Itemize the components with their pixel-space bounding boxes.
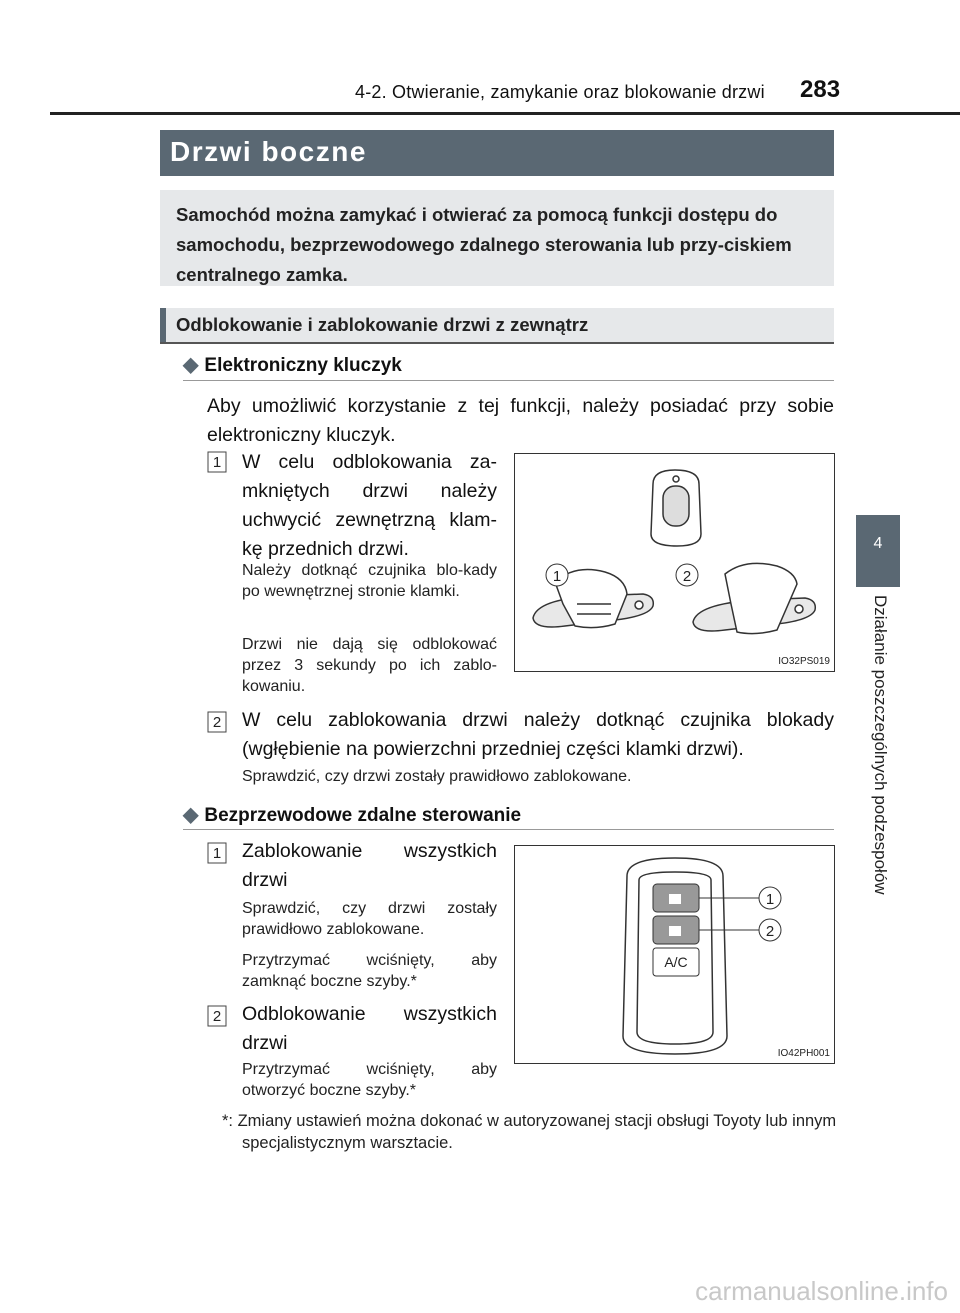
figure1-callout-1: 1: [552, 568, 562, 585]
intro-box: [160, 190, 834, 286]
subsection-title: Odblokowanie i zablokowanie drzwi z zewnątrz: [176, 314, 589, 335]
figure1-callout-2: 2: [682, 568, 692, 585]
door-handle-illustration: [515, 454, 834, 671]
remote-key-illustration: [515, 846, 834, 1063]
section-title-bar: [160, 130, 834, 176]
heading-rule: [183, 829, 834, 830]
number-two-icon: [207, 711, 227, 733]
remote-item1-note1: Sprawdzić, czy drzwi zostały prawidłowo zablokowane.: [242, 900, 497, 938]
heading-rule: [183, 380, 834, 381]
item-number-badge: [207, 711, 227, 738]
number-one-icon: [207, 451, 227, 473]
item-number-badge: [207, 1005, 227, 1032]
intro-text: Samochód można zamykać i otwierać za pomocą funkcji dostępu do samochodu, bezprzewodowego zdalnego sterowania lub przy-ciskiem centralnego zamka.: [176, 204, 792, 285]
number-two-icon: [207, 1005, 227, 1027]
key-heading: [183, 352, 402, 377]
remote-key-figure: [514, 845, 835, 1064]
running-header-section: 4-2. Otwieranie, zamykanie oraz blokowanie drzwi: [355, 82, 765, 102]
key-item2-text: W celu zablokowania drzwi należy dotknąć czujnika blokady (wgłębienie na powierzchni przedniej części klamki drzwi).: [242, 709, 834, 760]
subsection-bar: [160, 308, 834, 344]
key-heading-text: Elektroniczny kluczyk: [204, 355, 402, 376]
item-number-badge: [207, 842, 227, 869]
remote-item2-note: Przytrzymać wciśnięty, aby otworzyć boczne szyby.*: [242, 1061, 497, 1099]
remote-heading-text: Bezprzewodowe zdalne sterowanie: [204, 805, 522, 826]
figure1-code: IO32PS019: [778, 656, 830, 667]
remote-heading: [183, 802, 521, 827]
watermark: carmanualsonline.info: [695, 1276, 948, 1306]
figure2-callout-1: 1: [765, 891, 775, 908]
number-one-label: 1: [212, 845, 222, 862]
key-item1-note2: Drzwi nie dają się odblokować przez 3 sekundy po ich zablo-kowaniu.: [242, 636, 497, 695]
diamond-bullet-icon: ◆: [183, 804, 199, 826]
key-intro-text: Aby umożliwić korzystanie z tej funkcji, należy posiadać przy sobie elektroniczny kluczyk.: [207, 395, 834, 446]
diamond-bullet-icon: ◆: [183, 354, 199, 376]
item-number-badge: [207, 451, 227, 478]
number-one-icon: [207, 842, 227, 864]
remote-item1-text: Zablokowanie wszystkich drzwi: [242, 840, 497, 891]
figure2-callout-2: 2: [765, 923, 775, 940]
number-two-label: 2: [212, 714, 222, 731]
key-item2-note: Sprawdzić, czy drzwi zostały prawidłowo zablokowane.: [242, 768, 632, 785]
chapter-tab: [856, 515, 900, 587]
chapter-number: 4: [873, 535, 883, 552]
chapter-label: Działanie poszczególnych podzespołów: [871, 595, 890, 895]
section-title: Drzwi boczne: [170, 136, 367, 167]
door-handle-figure: [514, 453, 835, 672]
page-number: 283: [800, 76, 841, 103]
key-item1-note1: Należy dotknąć czujnika blo-kady po wewnętrznej stronie klamki.: [242, 562, 497, 600]
figure2-code: IO42PH001: [777, 1048, 830, 1059]
ac-button-label: A/C: [664, 954, 688, 970]
remote-item1-note2: Przytrzymać wciśnięty, aby zamknąć boczne szyby.*: [242, 952, 497, 990]
remote-item2-text: Odblokowanie wszystkich drzwi: [242, 1003, 497, 1054]
footnote: *: Zmiany ustawień można dokonać w autoryzowanej stacji obsługi Toyoty lub innym specjalistycznym warsztacie.: [222, 1112, 837, 1152]
header-rule: [50, 112, 960, 115]
key-item1-text: W celu odblokowania za-mkniętych drzwi należy uchwycić zewnętrzną klam-kę przednich drzwi.: [242, 451, 497, 560]
number-two-label: 2: [212, 1008, 222, 1025]
number-one-label: 1: [212, 454, 222, 471]
